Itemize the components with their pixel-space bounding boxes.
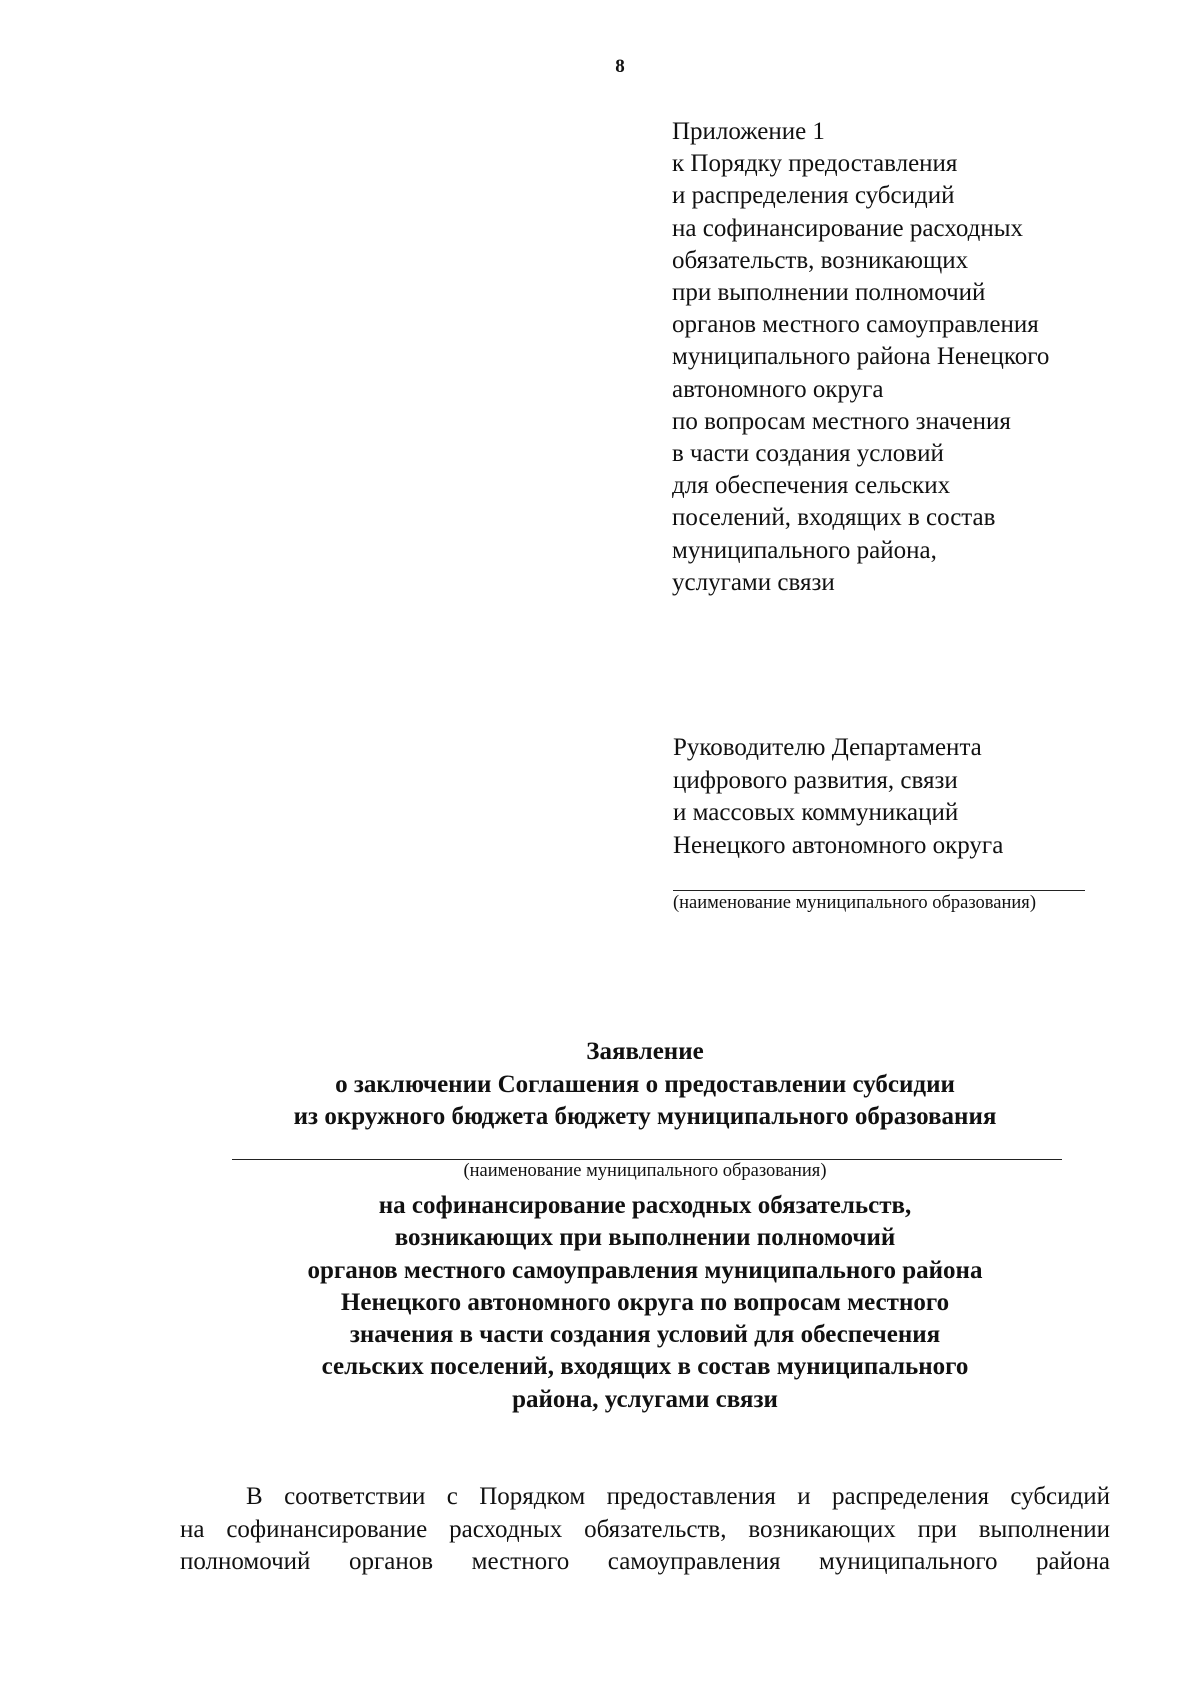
body-line: полномочий органов местного самоуправления муниципального района (180, 1548, 1110, 1575)
title-line: из окружного бюджета бюджету муниципального образования (293, 1103, 997, 1130)
addressee-line: Ненецкого автономного округа (673, 831, 1004, 859)
municipality-caption: (наименование муниципального образования) (463, 1161, 827, 1181)
subtitle-line: района, услугами связи (512, 1385, 778, 1413)
appendix-line: автономного округа (672, 375, 884, 403)
body-line: В соответствии с Порядком предоставления и распределения субсидий (246, 1483, 1110, 1510)
subtitle-line: Ненецкого автономного округа по вопросам местного (340, 1288, 950, 1316)
appendix-line: Приложение 1 (672, 118, 825, 145)
appendix-line: для обеспечения сельских (672, 472, 951, 500)
municipality-fill-line (232, 1159, 1062, 1160)
addressee-line: цифрового развития, связи (673, 766, 958, 794)
addressee-fill-line (673, 890, 1085, 891)
appendix-line: услугами связи (672, 568, 835, 596)
subtitle-line: сельских поселений, входящих в состав муниципального (321, 1353, 969, 1381)
document-subtitle (150, 1190, 1140, 1416)
subtitle-line: возникающих при выполнении полномочий (394, 1224, 896, 1252)
appendix-line: обязательств, возникающих (672, 246, 969, 274)
appendix-line: к Порядку предоставления (672, 150, 958, 178)
appendix-line: органов местного самоуправления (672, 311, 1039, 339)
subtitle-line: органов местного самоуправления муниципального района (307, 1256, 983, 1284)
appendix-line: на софинансирование расходных (672, 214, 1023, 242)
subtitle-line: значения в части создания условий для обеспечения (349, 1321, 941, 1349)
body-line: на софинансирование расходных обязательств, возникающих при выполнении (180, 1515, 1110, 1543)
title-line: о заключении Соглашения о предоставлении субсидии (335, 1070, 955, 1098)
appendix-line: муниципального района Ненецкого (672, 343, 1050, 371)
appendix-line: и распределения субсидий (672, 182, 955, 210)
appendix-line: по вопросам местного значения (672, 407, 1011, 435)
addressee-line: и массовых коммуникаций (673, 799, 959, 826)
addressee-line: Руководителю Департамента (673, 734, 982, 761)
title-line: Заявление (586, 1038, 704, 1065)
page-number: 8 (615, 56, 625, 77)
addressee-caption: (наименование муниципального образования) (673, 893, 1036, 913)
document-title (150, 1036, 1140, 1134)
appendix-line: при выполнении полномочий (672, 279, 986, 307)
body-paragraph (180, 1481, 1110, 1579)
addressee-block (673, 732, 1153, 862)
appendix-line: поселений, входящих в состав (672, 504, 996, 532)
appendix-line: в части создания условий (672, 440, 944, 468)
subtitle-line: на софинансирование расходных обязательств, (378, 1192, 912, 1219)
appendix-line: муниципального района, (672, 536, 937, 564)
appendix-block (672, 116, 1152, 599)
